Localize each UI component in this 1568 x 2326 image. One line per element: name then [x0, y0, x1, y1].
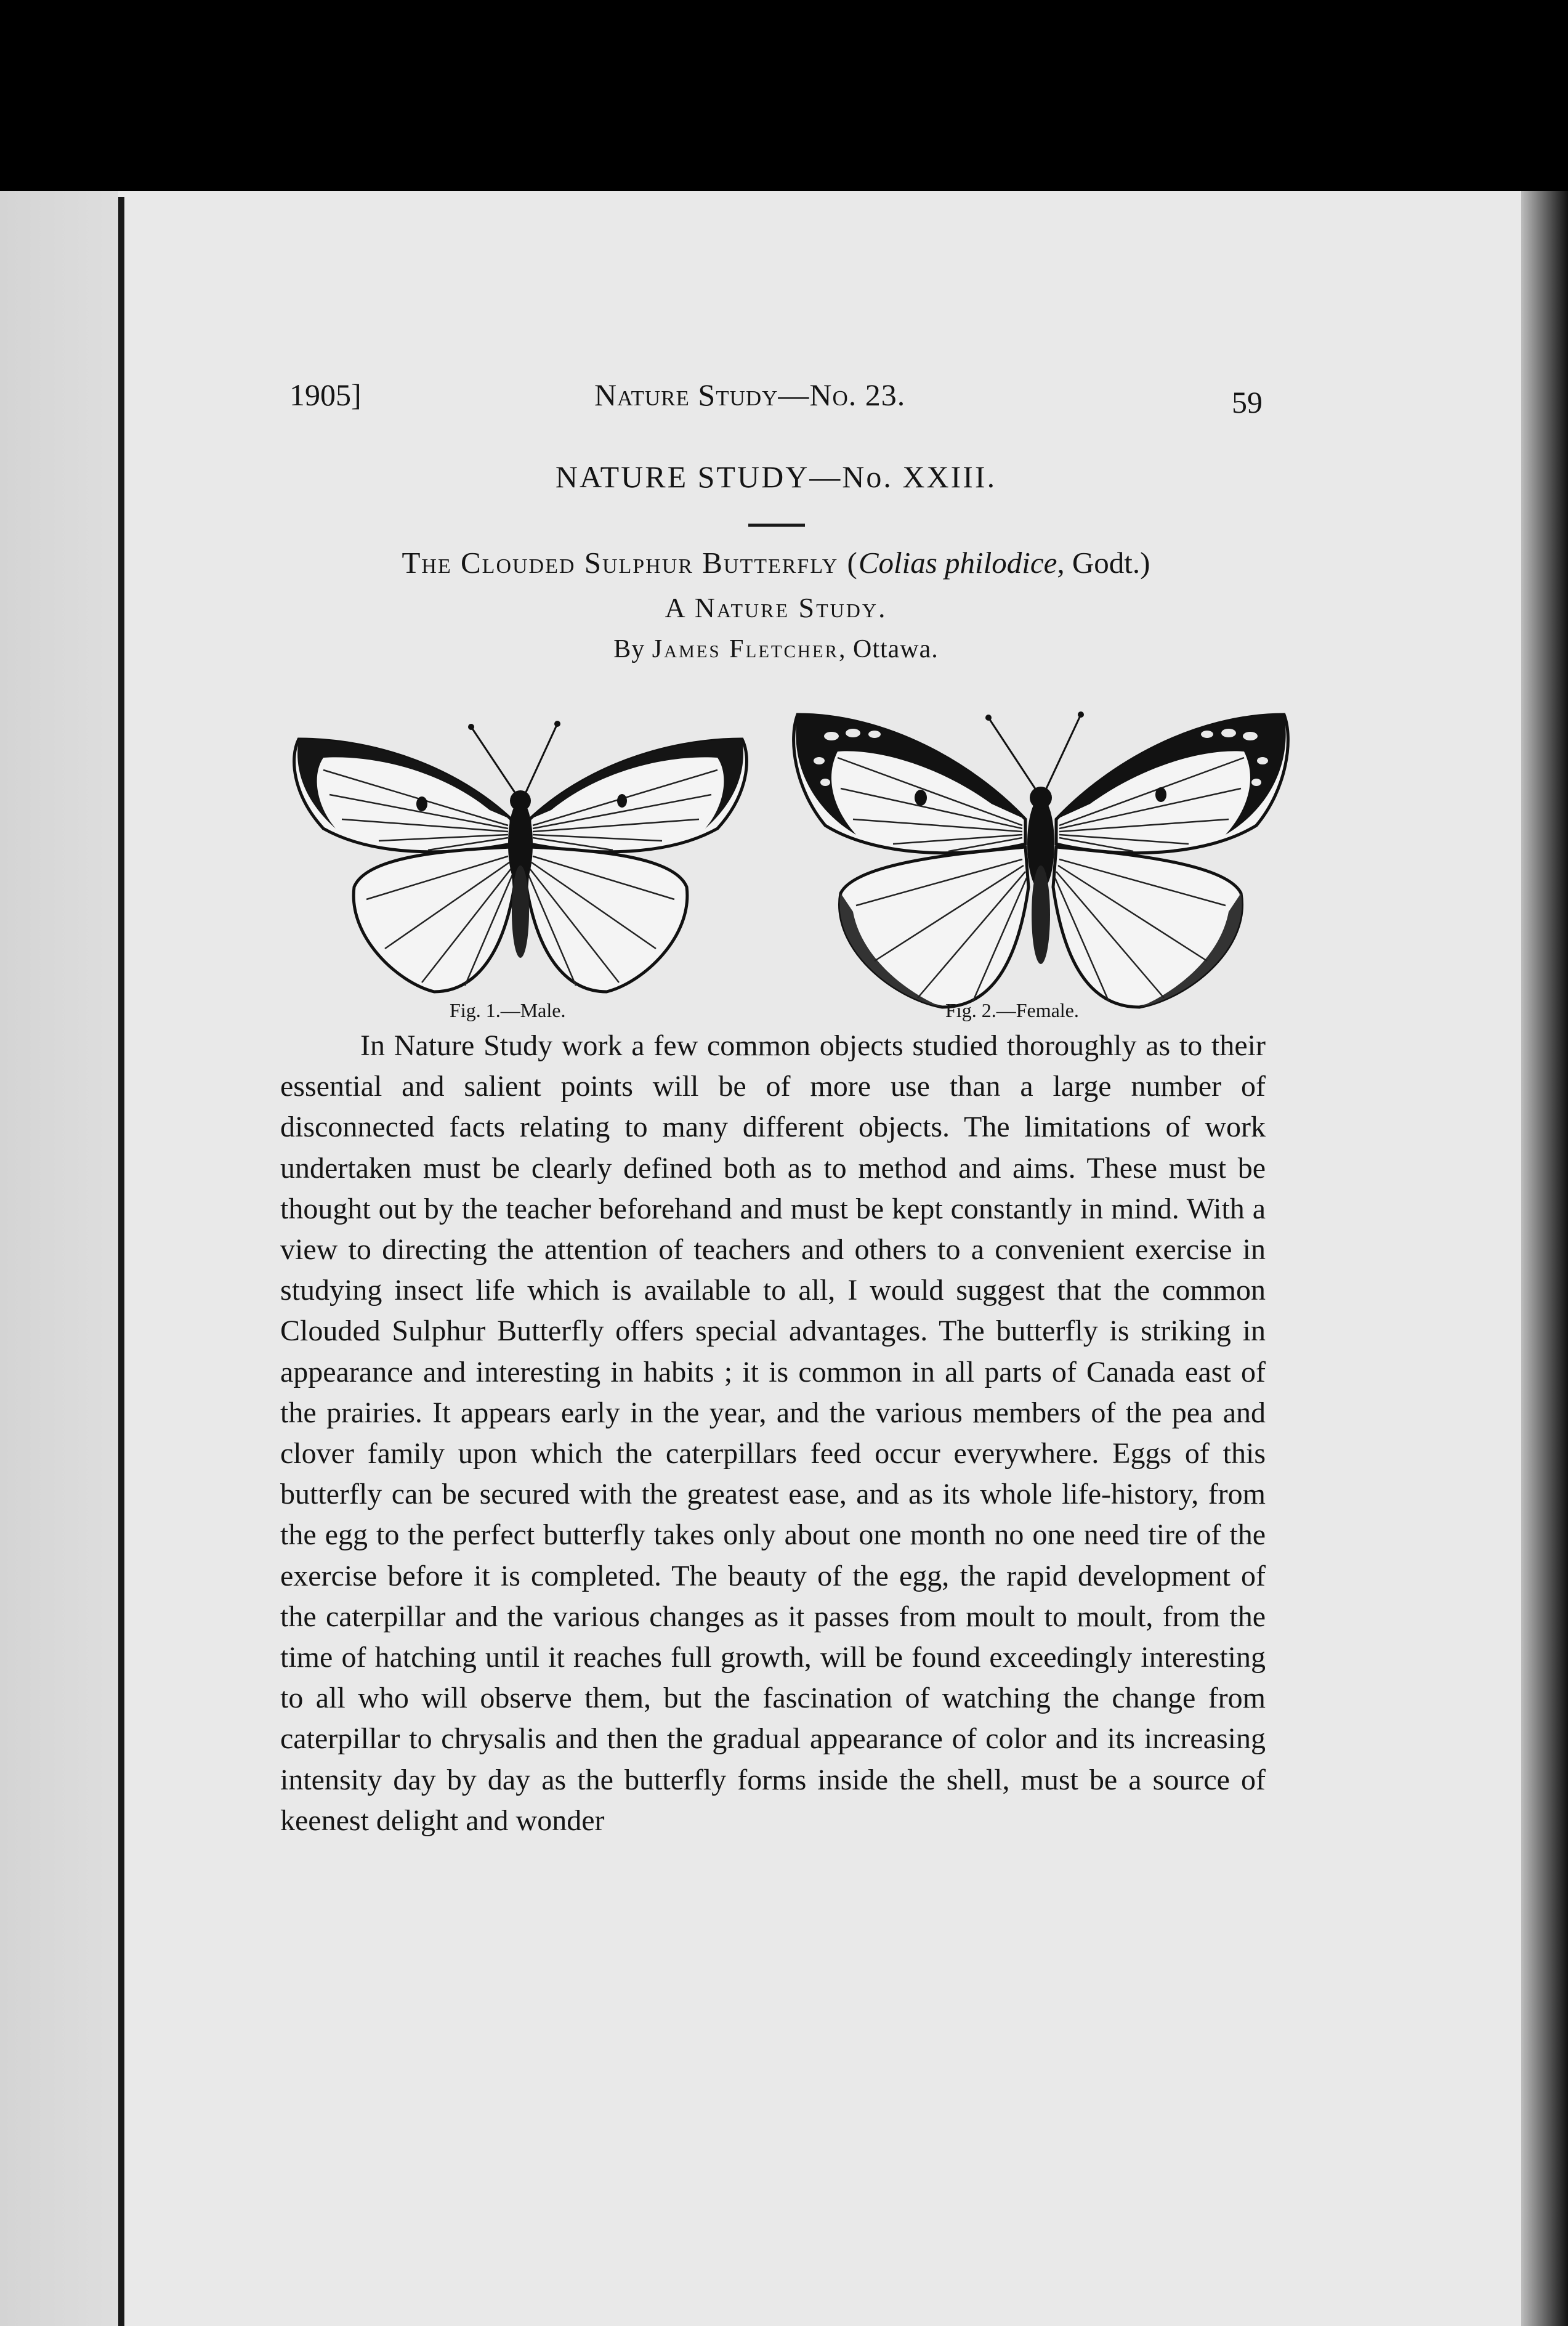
byline: [289, 634, 1263, 664]
male-butterfly-illustration: [286, 702, 754, 1004]
subtitle-main: The Clouded Sulphur Butterfly (: [402, 546, 859, 580]
article-subtitle-2: A Nature Study.: [665, 592, 887, 623]
running-head-title: Nature Study—No. 23.: [594, 378, 906, 412]
figure-2-caption: Fig. 2.—Female.: [945, 999, 1079, 1021]
running-head: [289, 377, 1263, 432]
page-edge-shadow: [1521, 191, 1568, 2326]
article-subtitle: [289, 545, 1263, 580]
article-body-paragraph: In Nature Study work a few common objects studied thoroughly as to their essential and salient points will be of more use than a large number of disconnected facts relating to many different objects. The limitations of work undertaken must be clearly defined both as to method and aims. These must be thought out by the teacher beforehand and must be kept constantly in mind. With a view to directing the attention of teachers and others to a convenient exercise in studying insect life which is available to all, I would suggest that the common Clouded Sulphur Butterfly offers special advantages. The butterfly is striking in appearance and interesting in habits ; it is common in all parts of Canada east of the prairies. It appears early in the year, and the various members of the pea and clover family upon which the caterpillars feed occur everywhere. Eggs of this butterfly can be secured with the greatest ease, and as its whole life-history, from the egg to the perfect butterfly takes only about one month no one need tire of the exercise before it is completed. The beauty of the egg, the rapid development of the caterpillar and the various changes as it passes from moult to moult, from the time of hatching until it reaches full growth, will be found exceedingly interesting to all who will observe them, but the fascination of watching the change from caterpillar to chrysalis and then the gradual appearance of color and its increasing intensity day by day as the butterfly forms inside the shell, must be a source of keenest delight and wonder: [280, 1029, 1266, 1837]
byline-place: , Ottawa.: [838, 635, 939, 663]
article-title: NATURE STUDY—No. XXIII.: [555, 460, 997, 494]
title-rule: [748, 524, 805, 527]
subtitle-species: Colias philodice,: [858, 546, 1065, 580]
gutter-line: [118, 197, 124, 2326]
subtitle-authority: Godt.): [1064, 546, 1150, 580]
gutter-shadow: [0, 191, 118, 2326]
figure-1-caption: Fig. 1.—Male.: [450, 999, 566, 1021]
running-head-year: 1905]: [289, 378, 362, 412]
byline-name: James Fletcher: [652, 635, 839, 663]
female-butterfly-illustration: [788, 690, 1293, 1010]
page-number: 59: [1232, 385, 1263, 419]
byline-prefix: By: [613, 635, 652, 663]
